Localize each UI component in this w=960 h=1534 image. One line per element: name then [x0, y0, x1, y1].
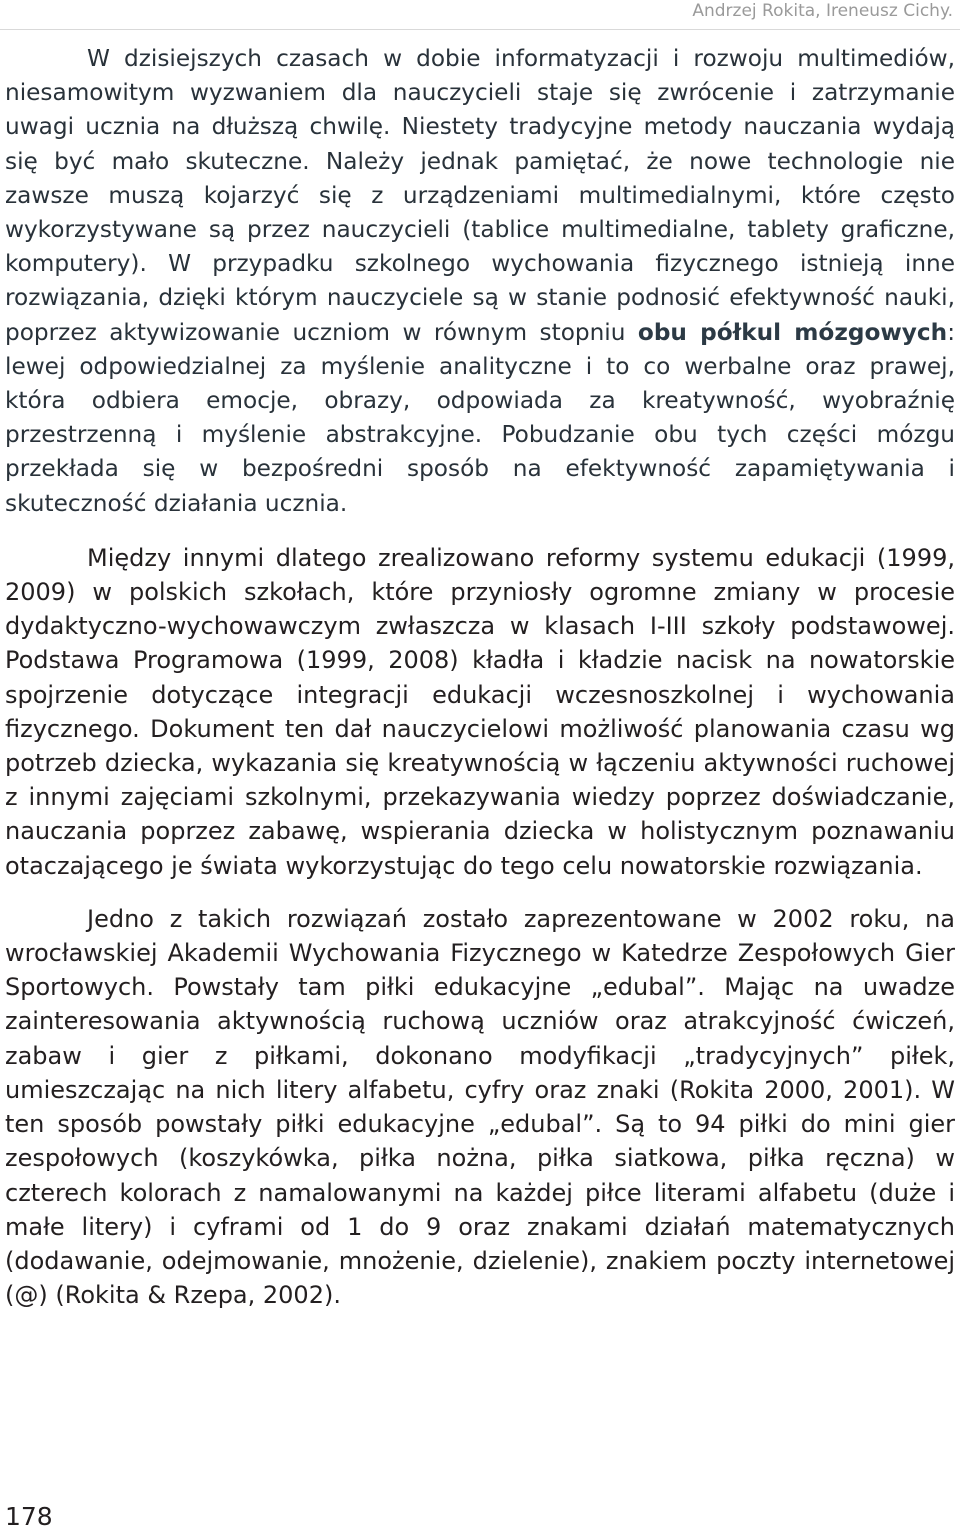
paragraph-3: Jedno z takich rozwiązań zostało zaprezentowane w 2002 roku, na wrocławskiej Akademii Wychowania Fizycznego w Katedrze Zespołowych Gier Sportowych. Powstały tam piłki edukacyjne „edubal”. Mając na uwadze zainteresowania aktywnością ruchową uczniów oraz atrakcyjność ćwiczeń, zabaw i gier z piłkami, dokonano modyfikacji „tradycyjnych” piłek, umieszczając na nich litery alfabetu, cyfry oraz znaki (Rokita 2000, 2001). W ten sposób powstały piłki edukacyjne „edubal”. Są to 94 piłki do mini gier zespołowych (koszykówka, piłka nożna, piłka siatkowa, piłka ręczna) w czterech kolorach z namalowanymi na każdej piłce literami alfabetu (duże i małe litery) i cyframi od 1 do 9 oraz znakami działań matematycznych (dodawanie, odejmowanie, mnożenie, dzielenie), znakiem poczty internetowej (@) (Rokita & Rzepa, 2002). [5, 904, 955, 1310]
paragraph-1-text-start: W dzisiejszych czasach w dobie informatyzacji i rozwoju multimediów, niesamowitym wyzwaniem dla nauczycieli staje się zwrócenie i zatrzymanie uwagi ucznia na dłuższą chwilę. Niestety tradycyjne metody nauczania wydają się być mało skuteczne. Należy jednak pamiętać, że nowe technologie nie zawsze muszą kojarzyć się z urządzeniami multimedialnymi, które często wykorzystywane są przez nauczycieli (tablice multimedialne, tablety graficzne, komputery). W przypadku szkolnego wychowania fizycznego istnieją inne rozwiązania, dzięki którym nauczyciele są w stanie podnosić efektywność nauki, poprzez aktywizowanie uczniom w równym stopniu [5, 45, 955, 346]
page-number: 178 [5, 1502, 53, 1531]
paragraph-2: Między innymi dlatego zrealizowano reformy systemu edukacji (1999, 2009) w polskich szkołach, które przyniosły ogromne zmiany w procesie dydaktyczno-wychowawczym zwłaszcza w klasach I-III szkoły podstawowej. Podstawa Programowa (1999, 2008) kładła i kładzie nacisk na nowatorskie spojrzenie dotyczące integracji edukacji wczesnoszkolnej i wychowania fizycznego. Dokument ten dał nauczycielowi możliwość planowania czasu wg potrzeb dziecka, wykazania się kreatywnością w łączeniu aktywności ruchowej z innymi zajęciami szkolnymi, przekazywania wiedzy poprzez doświadczanie, nauczania poprzez zabawę, wspierania dziecka w holistycznym poznawaniu otaczającego je świata wykorzystując do tego celu nowatorskie rozwiązania. [5, 543, 955, 880]
header-divider [0, 29, 960, 30]
paragraph-1 [5, 42, 955, 521]
article-body [5, 42, 955, 1312]
running-header: Andrzej Rokita, Ireneusz Cichy. [692, 1, 953, 21]
paragraph-1-emphasis: obu półkul mózgowych [637, 318, 948, 346]
paragraph-1-text-end: : lewej odpowiedzialnej za myślenie analityczne i to co werbalne oraz prawej, która odbiera emocje, obrazy, odpowiada za kreatywność, wyobraźnię przestrzenną i myślenie abstrakcyjne. Pobudzanie obu tych części mózgu przekłada się w bezpośredni sposób na efektywność zapamiętywania i skuteczność działania ucznia. [5, 318, 955, 517]
